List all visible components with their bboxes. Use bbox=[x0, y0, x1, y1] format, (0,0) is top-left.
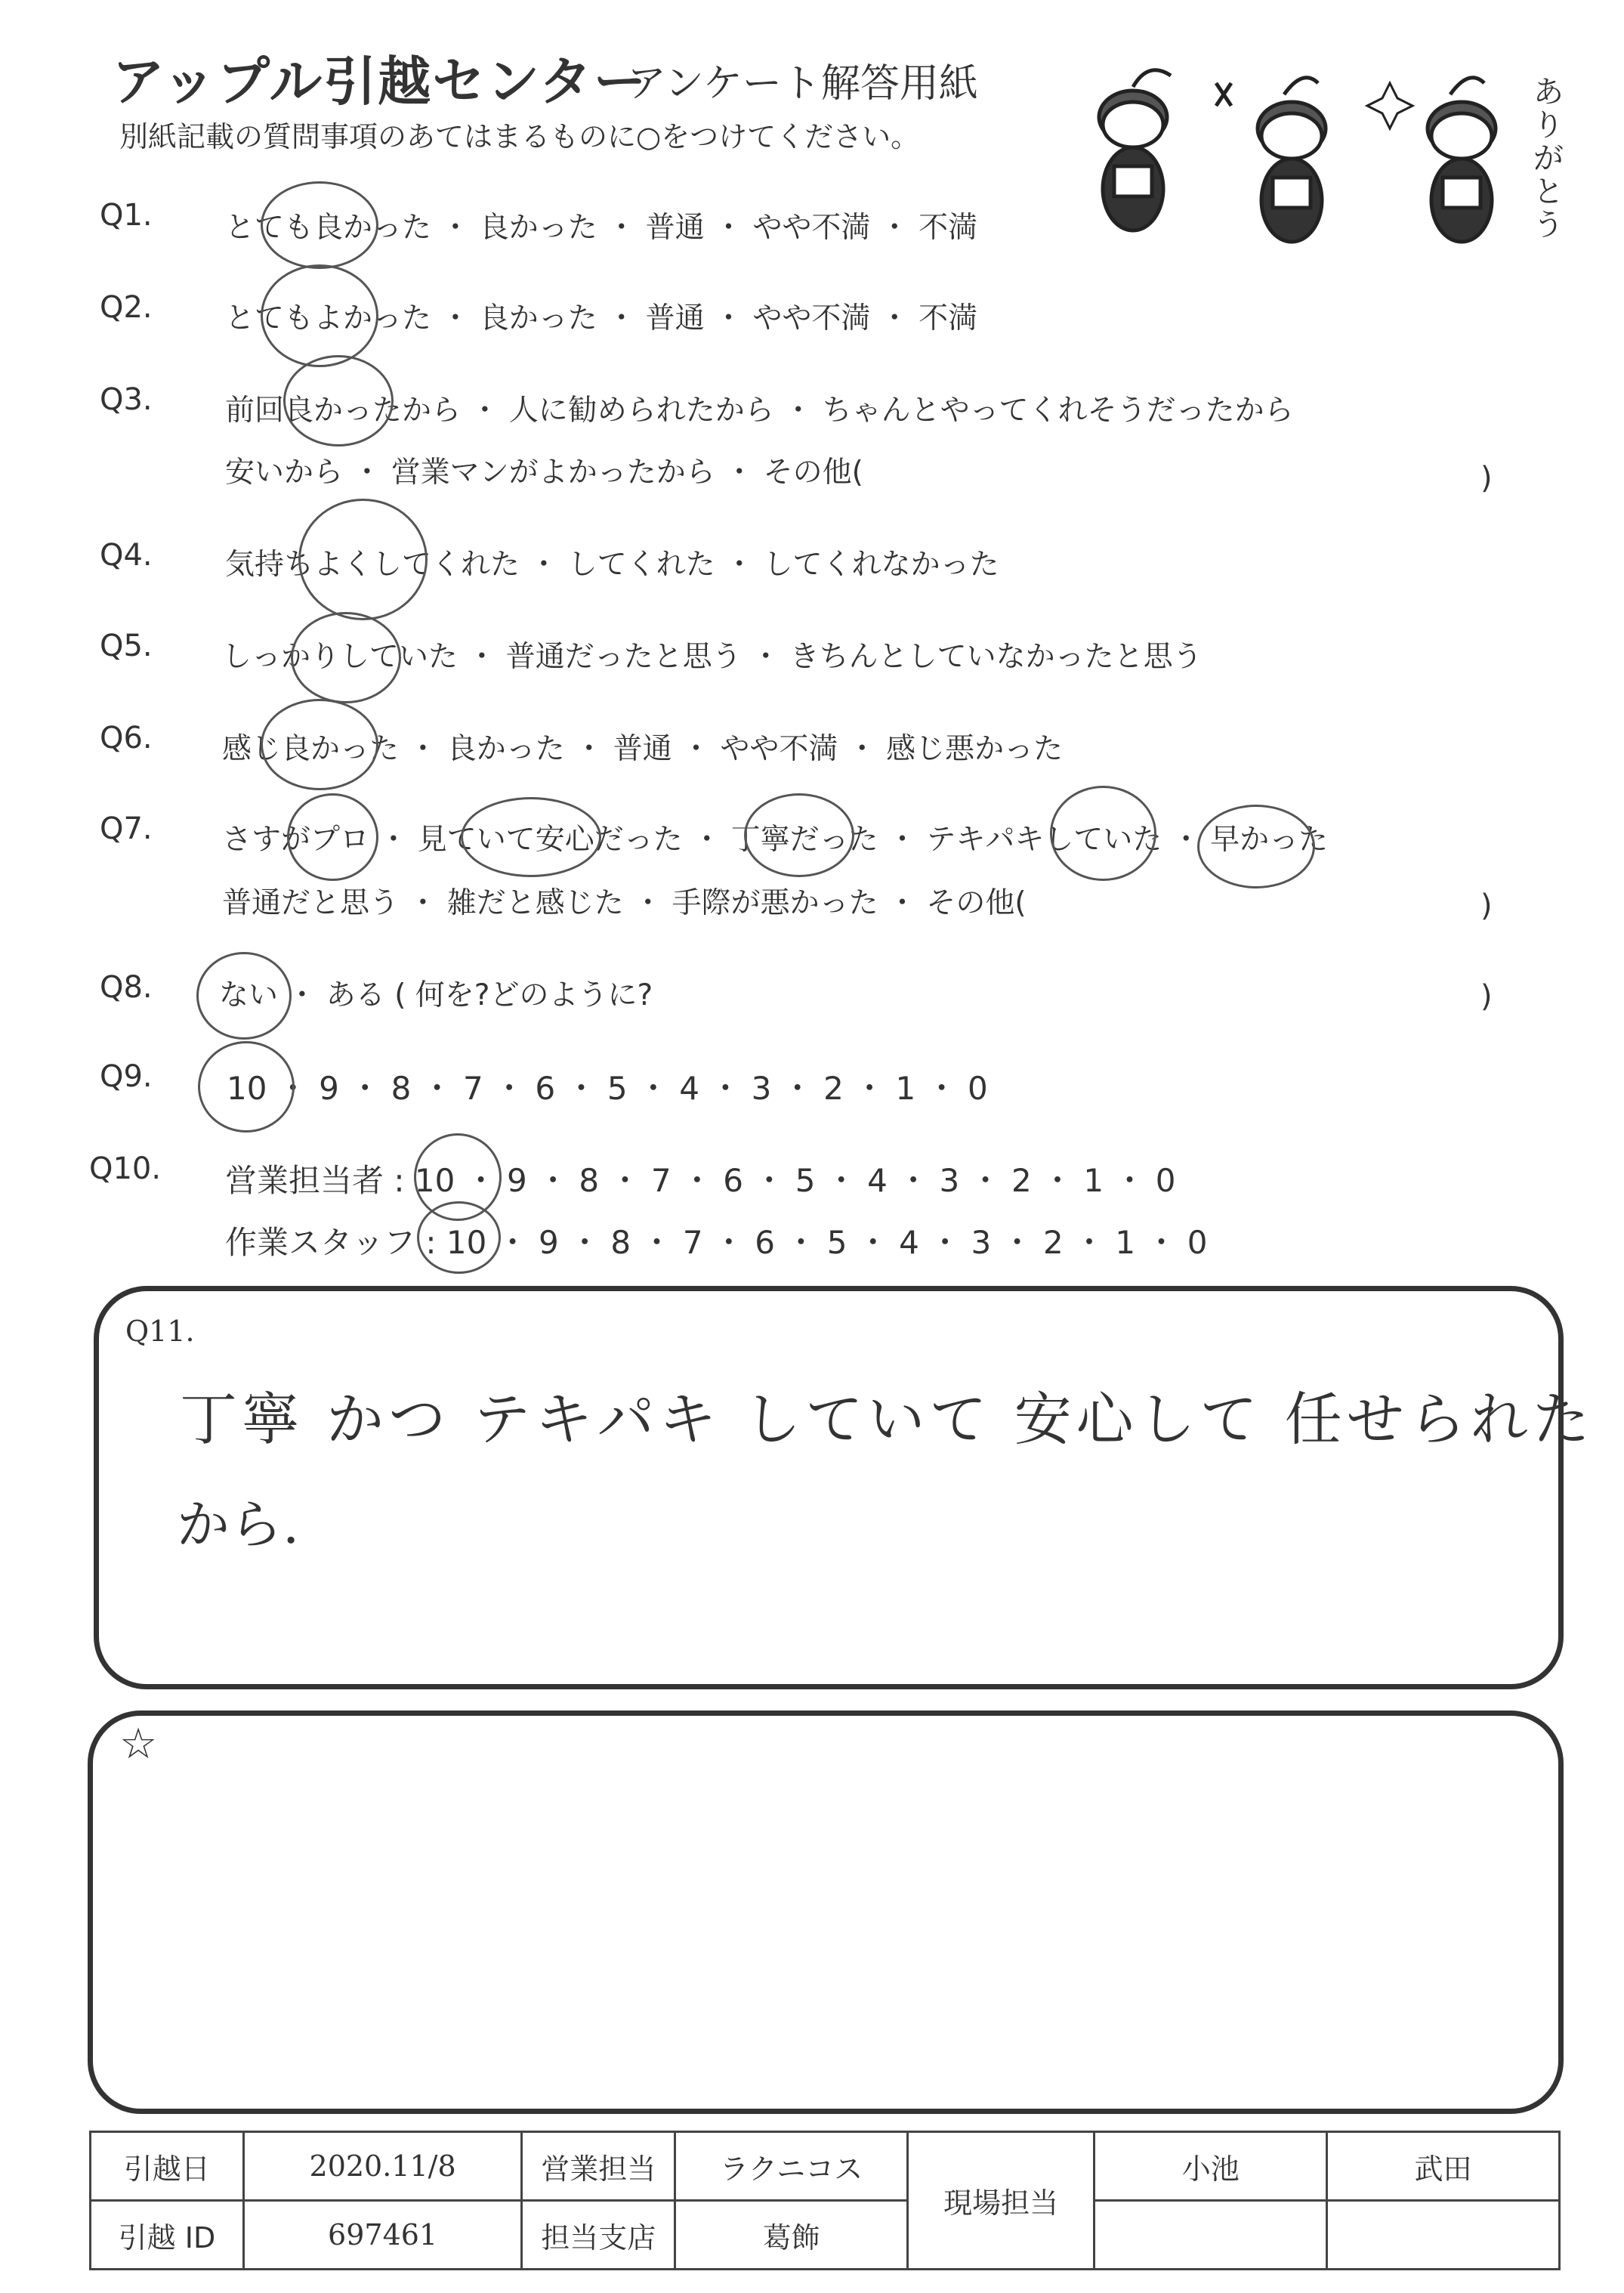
form-subtitle: アンケート解答用紙 bbox=[627, 61, 978, 107]
site-staff-label: 現場担当 bbox=[908, 2132, 1095, 2270]
q7-close-paren: ) bbox=[1480, 888, 1493, 923]
move-date-value[interactable]: 2020.11/8 bbox=[243, 2132, 521, 2201]
branch-value[interactable]: 葛飾 bbox=[675, 2201, 908, 2270]
sales-rep-label: 営業担当 bbox=[522, 2132, 675, 2201]
q4-options[interactable]: 気持ちよくしてくれた ・ してくれた ・ してくれなかった bbox=[225, 548, 999, 582]
q6-options[interactable]: 感じ良かった ・ 良かった ・ 普通 ・ やや不満 ・ 感じ悪かった bbox=[222, 732, 1064, 766]
move-id-value[interactable]: 697461 bbox=[243, 2201, 521, 2270]
q8-label: Q8. bbox=[100, 970, 153, 1005]
q3-options-line2[interactable]: 安いから ・ 営業マンがよかったから ・ その他( bbox=[225, 456, 863, 490]
q10-staff-options[interactable]: 作業スタッフ : 10 ・ 9 ・ 8 ・ 7 ・ 6 ・ 5 ・ 4 ・ 3 ・ 2 ・ 1 ・ 0 bbox=[225, 1224, 1208, 1261]
site-staff-value-1[interactable]: 小池 bbox=[1095, 2132, 1327, 2201]
q1-options[interactable]: とても良かった ・ 良かった ・ 普通 ・ やや不満 ・ 不満 bbox=[225, 211, 978, 245]
site-staff-empty-1[interactable] bbox=[1095, 2201, 1327, 2270]
q2-options[interactable]: とてもよかった ・ 良かった ・ 普通 ・ やや不満 ・ 不満 bbox=[225, 301, 978, 335]
q11-handwriting-line1: 丁寧 かつ テキパキ していて 安心して 任せられた bbox=[180, 1386, 1595, 1453]
monkey-3-icon bbox=[1428, 78, 1496, 242]
monkey-1-icon bbox=[1099, 70, 1171, 230]
move-date-label: 引越日 bbox=[91, 2132, 244, 2201]
mascot-text: ありがとう bbox=[1533, 75, 1564, 243]
monkey-2-icon bbox=[1258, 78, 1326, 242]
site-staff-empty-2[interactable] bbox=[1327, 2201, 1560, 2270]
q8-close-paren: ) bbox=[1480, 979, 1493, 1014]
q5-label: Q5. bbox=[100, 629, 153, 663]
move-id-label: 引越 ID bbox=[91, 2201, 244, 2270]
q6-label: Q6. bbox=[100, 721, 153, 756]
q7-options-line1[interactable]: さすがプロ ・ 見ていて安心だった ・ 丁寧だった ・ テキパキしていた ・ 早かった bbox=[222, 823, 1329, 857]
q2-label: Q2. bbox=[100, 290, 153, 325]
q8-options[interactable]: ない ・ ある ( 何を?どのように? bbox=[219, 978, 653, 1012]
q7-options-line2[interactable]: 普通だと思う ・ 雑だと感じた ・ 手際が悪かった ・ その他( bbox=[222, 886, 1027, 920]
form-title: アップル引越センター bbox=[112, 51, 648, 113]
q10-label: Q10. bbox=[89, 1151, 162, 1186]
q5-options[interactable]: しっかりしていた ・ 普通だったと思う ・ きちんとしていなかったと思う bbox=[222, 640, 1203, 674]
q11-comment-box[interactable] bbox=[94, 1286, 1564, 1689]
q10-sales-options[interactable]: 営業担当者 : 10 ・ 9 ・ 8 ・ 7 ・ 6 ・ 5 ・ 4 ・ 3 ・ 2 ・ 1 ・ 0 bbox=[225, 1162, 1176, 1199]
mascot-illustration bbox=[1042, 53, 1586, 264]
q3-label: Q3. bbox=[100, 382, 153, 417]
site-staff-value-2[interactable]: 武田 bbox=[1327, 2132, 1560, 2201]
q1-label: Q1. bbox=[100, 198, 153, 233]
q7-label: Q7. bbox=[100, 811, 153, 846]
q9-label: Q9. bbox=[100, 1059, 153, 1094]
star-comment-box[interactable] bbox=[88, 1710, 1564, 2114]
instruction-text: 別紙記載の質問事項のあてはまるものに○をつけてください。 bbox=[119, 120, 920, 153]
branch-label: 担当支店 bbox=[522, 2201, 675, 2270]
q4-label: Q4. bbox=[100, 538, 153, 573]
q11-label: Q11. bbox=[125, 1315, 195, 1348]
q11-handwriting-line2: から. bbox=[177, 1494, 300, 1556]
q3-close-paren: ) bbox=[1480, 461, 1493, 496]
q3-options-line1[interactable]: 前回良かったから ・ 人に勧められたから ・ ちゃんとやってくれそうだったから bbox=[225, 394, 1294, 428]
q9-options[interactable]: 10 ・ 9 ・ 8 ・ 7 ・ 6 ・ 5 ・ 4 ・ 3 ・ 2 ・ 1 ・ 0 bbox=[227, 1070, 988, 1107]
footer-info-table bbox=[89, 2131, 1561, 2270]
star-icon: ☆ bbox=[119, 1720, 158, 1769]
sales-rep-value[interactable]: ラクニコス bbox=[675, 2132, 908, 2201]
